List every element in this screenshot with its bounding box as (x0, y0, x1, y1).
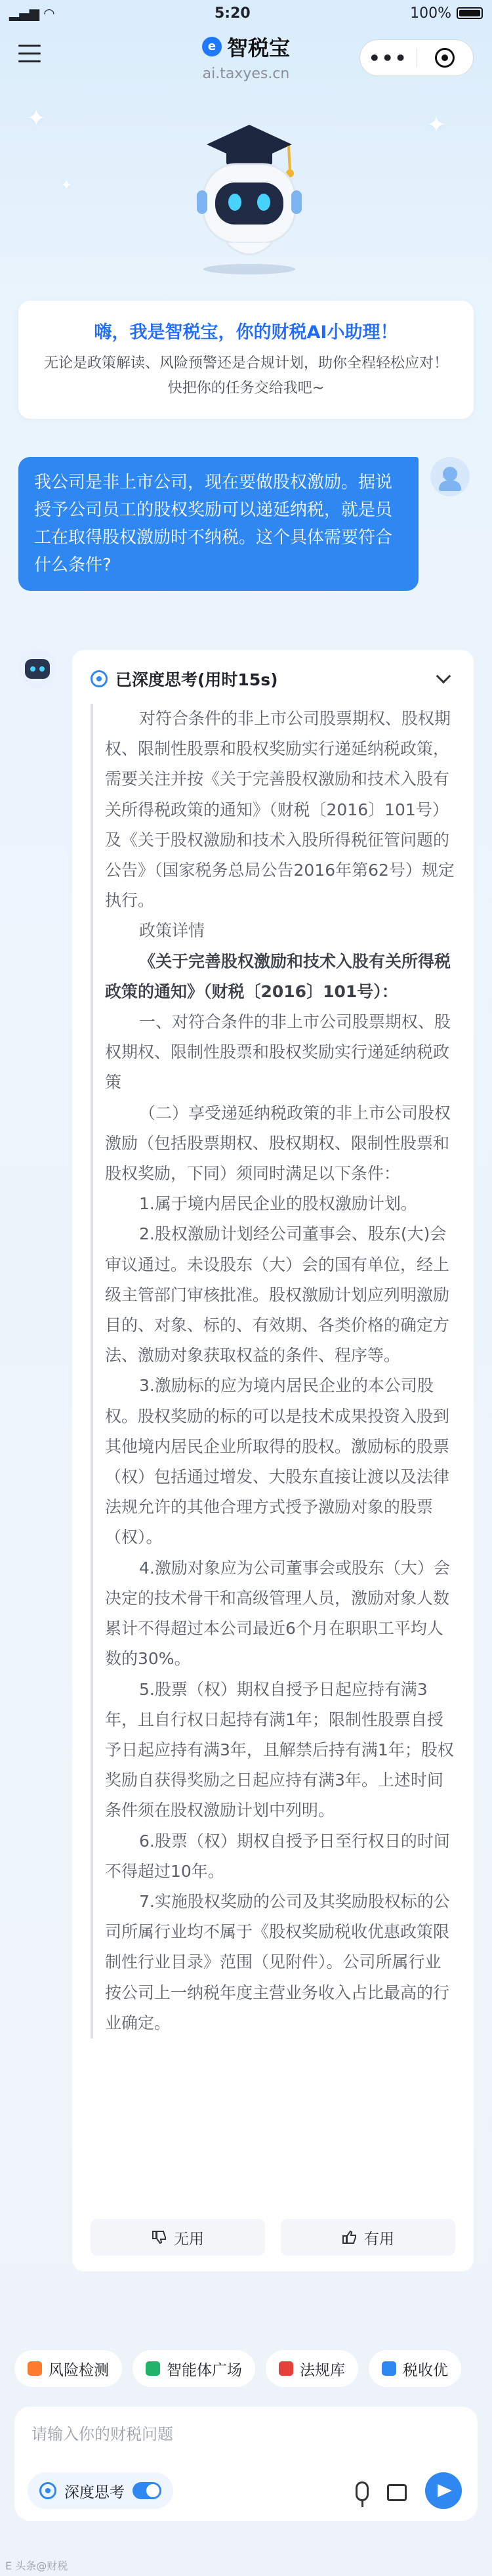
risk-icon (28, 2361, 42, 2376)
tag-label: 风险检测 (49, 2361, 109, 2379)
tag-agent-plaza[interactable] (133, 2350, 255, 2387)
battery-percent: 100% (410, 5, 451, 22)
thinking-paragraph: 一、对符合条件的非上市公司股票期权、股权期权、限制性股票和股权奖励实行递延纳税政策 (105, 1012, 451, 1092)
deep-think-icon (39, 2482, 56, 2499)
more-button[interactable]: ••• (368, 47, 408, 69)
tag-label: 税收优 (403, 2361, 448, 2379)
thinking-icon (91, 670, 108, 687)
brand-name: 智税宝 (226, 35, 290, 60)
tag-tax-preference[interactable] (369, 2350, 461, 2387)
sparkle-icon: ✦ (60, 177, 73, 194)
thinking-paragraph: 3.激励标的应为境内居民企业的本公司股权。股权奖励的标的可以是技术成果投资入股到其他境内居民企业所取得的股权。激励标的股票（权）包括通过增发、大股东直接让渡以及法律法规允许的其他合理方式授予激励对象的股票（权）。 (105, 1376, 450, 1547)
sparkle-icon: ✦ (26, 105, 47, 132)
tag-label: 法规库 (300, 2361, 345, 2379)
thinking-paragraph: 4.激励对象应为公司董事会或股东（大）会决定的技术骨干和高级管理人员，激励对象人数累计不得超过本公司最近6个月在职职工平均人数的30%。 (105, 1558, 450, 1669)
deep-think-switch[interactable] (133, 2482, 161, 2499)
quick-tags (14, 2350, 492, 2387)
send-button[interactable] (425, 2472, 462, 2509)
welcome-title: 嗨，我是智税宝，你的财税AI小助理！ (94, 322, 398, 343)
tag-risk-detection[interactable] (14, 2350, 122, 2387)
deep-thinking-label: 已深度思考(用时15s) (115, 670, 278, 689)
thumbs-down-icon (152, 2230, 167, 2244)
thinking-paragraph: 对符合条件的非上市公司股票期权、股权期权、限制性股票和股权奖励实行递延纳税政策，需要关注并按《关于完善股权激励和技术入股有关所得税政策的通知》（财税〔2016〕101号）及《关于股权激励和技术入股所得税征管问题的公告》（国家税务总局公告2016年第62号）规定执行。 (105, 709, 455, 911)
thinking-content (91, 704, 455, 2038)
tag-label: 智能体广场 (167, 2361, 242, 2379)
user-avatar (430, 457, 470, 496)
watermark: E 头条@财税 (5, 2560, 68, 2572)
battery-icon (457, 7, 483, 19)
grid-icon (146, 2361, 160, 2376)
close-icon (435, 48, 455, 68)
thinking-paragraph: 5.股票（权）期权自授予日起应持有满3年，且自行权日起持有满1年；限制性股票自授予日起应持有满3年，且解禁后持有满1年；股权奖励自获得奖励之日起应持有满3年。上述时间条件须在股权激励计划中列明。 (105, 1679, 454, 1820)
thinking-paragraph: 6.股票（权）期权自授予日至行权日的时间不得超过10年。 (105, 1831, 450, 1881)
thinking-paragraph: 政策详情 (139, 921, 205, 941)
close-button[interactable] (417, 48, 474, 68)
thinking-paragraph: 《关于完善股权激励和技术入股有关所得税政策的通知》（财税〔2016〕101号）： (105, 951, 451, 1001)
deep-thinking-toggle[interactable] (91, 664, 455, 693)
useless-button[interactable] (91, 2219, 265, 2256)
feedback-bar (91, 2219, 455, 2256)
deep-think-toggle[interactable] (28, 2472, 173, 2509)
welcome-description: 无论是政策解读、风险预警还是合规计划，助你全程轻松应对！快把你的任务交给我吧~ (43, 355, 448, 397)
status-bar (0, 0, 492, 26)
useful-button[interactable] (281, 2219, 455, 2256)
robot-mascot-image (177, 118, 321, 276)
useless-label: 无用 (174, 2230, 204, 2248)
send-icon (438, 2484, 452, 2497)
status-signal: ▂▄▆ ◠ (9, 5, 55, 21)
thinking-paragraph: 1.属于境内居民企业的股权激励计划。 (139, 1194, 417, 1214)
deep-think-label: 深度思考 (64, 2483, 125, 2501)
tag-regulations[interactable] (266, 2350, 358, 2387)
welcome-card (18, 301, 474, 419)
brand-logo-icon: e (202, 37, 222, 56)
attachment-icon[interactable] (387, 2484, 407, 2501)
thinking-paragraph: 7.实施股权奖励的公司及其奖励股权标的公司所属行业均不属于《股权奖励税收优惠政策限制性行业目录》范围（见附件）。公司所属行业按公司上一纳税年度主营业务收入占比最高的行业确定。 (105, 1891, 450, 2032)
thinking-paragraph: 2.股权激励计划经公司董事会、股东(大)会审议通过。未设股东（大）会的国有单位，经上级主管部门审核批准。股权激励计划应列明激励目的、对象、标的、有效期、各类价格的确定方法、激励对象获取权益的条件、程序等。 (105, 1224, 450, 1365)
book-icon (279, 2361, 293, 2376)
ai-reply-card (72, 650, 474, 2271)
sparkle-icon: ✦ (426, 112, 447, 139)
app-header (0, 26, 492, 92)
useful-label: 有用 (364, 2230, 394, 2248)
chat-input[interactable]: 请输入你的财税问题 (31, 2425, 173, 2443)
brand-url: ai.taxyes.cn (202, 66, 290, 82)
ai-avatar (18, 650, 56, 688)
microphone-icon[interactable] (356, 2481, 369, 2501)
mini-program-capsule (359, 39, 474, 76)
tax-icon (382, 2361, 396, 2376)
chevron-down-icon (436, 669, 451, 684)
status-time: 5:20 (214, 5, 251, 22)
thinking-paragraph: （二）享受递延纳税政策的非上市公司股权激励（包括股票期权、股权期权、限制性股票和股权奖励，下同）须同时满足以下条件： (105, 1103, 451, 1184)
chat-input-box[interactable] (14, 2407, 478, 2521)
user-message-bubble: 我公司是非上市公司，现在要做股权激励。据说授予公司员工的股权奖励可以递延纳税，就是员工在取得股权激励时不纳税。这个具体需要符合什么条件? (18, 457, 419, 591)
thumbs-up-icon (342, 2230, 358, 2244)
